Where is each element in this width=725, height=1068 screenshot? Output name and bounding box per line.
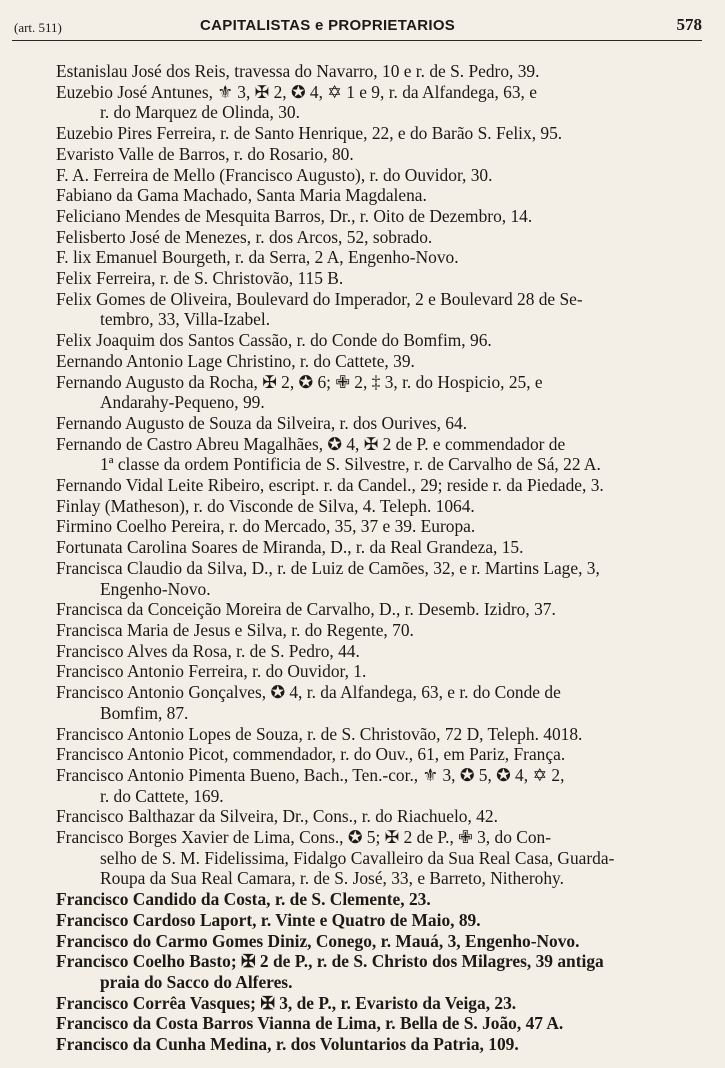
entry-line: Francisco Antonio Lopes de Souza, r. de S. Christovão, 72 D, Teleph. 4018. — [56, 723, 583, 744]
entry-line: Fernando Augusto de Souza da Silveira, r. dos Ourives, 64. — [56, 412, 468, 433]
directory-entry — [56, 827, 706, 889]
entry-line: Fabiano da Gama Machado, Santa Maria Magdalena. — [56, 185, 427, 206]
entry-continuation-line: Bomfim, 87. — [100, 702, 189, 723]
entry-line: Francisca da Conceição Moreira de Carvalho, D., r. Desemb. Izidro, 37. — [56, 599, 556, 620]
directory-entry — [56, 82, 706, 123]
directory-entry — [56, 682, 706, 723]
entry-line: Francisco Antonio Pimenta Bueno, Bach., Ten.-cor., ⚜ 3, ✪ 5, ✪ 4, ✡ 2, — [56, 764, 565, 785]
directory-entry — [56, 165, 706, 186]
directory-entry — [56, 185, 706, 206]
entry-continuation-line: praia do Sacco do Alferes. — [100, 971, 293, 992]
entry-line: Euzebio José Antunes, ⚜ 3, ✠ 2, ✪ 4, ✡ 1 e 9, r. da Alfandega, 63, e — [56, 81, 537, 102]
directory-entry — [56, 289, 706, 330]
entry-line: Francisco da Cunha Medina, r. dos Voluntarios da Patria, 109. — [56, 1034, 519, 1055]
entry-line: Evaristo Valle de Barros, r. do Rosario, 80. — [56, 143, 354, 164]
directory-entry — [56, 330, 706, 351]
directory-entry — [56, 931, 706, 952]
entry-line: Estanislau José dos Reis, travessa do Navarro, 10 e r. de S. Pedro, 39. — [56, 61, 540, 81]
directory-entry — [56, 496, 706, 517]
entry-line: Francisco Cardoso Laport, r. Vinte e Quatro de Maio, 89. — [56, 909, 481, 930]
directory-entry — [56, 951, 706, 992]
entry-line: Fortunata Carolina Soares de Miranda, D., r. da Real Grandeza, 15. — [56, 537, 524, 558]
entry-line: Firmino Coelho Pereira, r. do Mercado, 35, 37 e 39. Europa. — [56, 516, 476, 537]
entry-line: F. lix Emanuel Bourgeth, r. da Serra, 2 A, Engenho-Novo. — [56, 247, 459, 268]
entry-line: Francisco Antonio Ferreira, r. do Ouvidor, 1. — [56, 661, 367, 682]
directory-entry — [56, 744, 706, 765]
directory-entry — [56, 475, 706, 496]
entry-list — [56, 61, 706, 1055]
entry-line: Francisco Balthazar da Silveira, Dr., Cons., r. do Riachuelo, 42. — [56, 806, 498, 827]
entry-continuation-line: Engenho-Novo. — [100, 578, 211, 599]
entry-line: Finlay (Matheson), r. do Visconde de Silva, 4. Teleph. 1064. — [56, 495, 475, 516]
directory-entry — [56, 372, 706, 413]
entry-line: Francisco Antonio Gonçalves, ✪ 4, r. da Alfandega, 63, e r. do Conde de — [56, 682, 561, 703]
directory-entry — [56, 516, 706, 537]
directory-entry — [56, 620, 706, 641]
directory-entry — [56, 765, 706, 806]
entry-continuation-line: tembro, 33, Villa-Izabel. — [100, 309, 271, 330]
directory-entry — [56, 206, 706, 227]
entry-continuation-line: r. do Marquez de Olinda, 30. — [100, 102, 300, 123]
page-header — [12, 14, 702, 41]
directory-entry — [56, 351, 706, 372]
directory-entry — [56, 537, 706, 558]
entry-line: Francisco Candido da Costa, r. de S. Clemente, 23. — [56, 889, 431, 910]
directory-entry — [56, 558, 706, 599]
entry-line: Felix Ferreira, r. de S. Christovão, 115 B. — [56, 268, 344, 289]
directory-entry — [56, 227, 706, 248]
entry-line: Francisca Claudio da Silva, D., r. de Luiz de Camões, 32, e r. Martins Lage, 3, — [56, 557, 600, 578]
entry-continuation-line: Andarahy-Pequeno, 99. — [100, 392, 265, 413]
entry-line: Eernando Antonio Lage Christino, r. do Cattete, 39. — [56, 350, 415, 371]
directory-entry — [56, 61, 706, 82]
entry-line: Fernando de Castro Abreu Magalhães, ✪ 4, ✠ 2 de P. e commendador de — [56, 433, 566, 454]
entry-line: Francisco do Carmo Gomes Diniz, Conego, r. Mauá, 3, Engenho-Novo. — [56, 930, 580, 951]
entry-line: Francisco Antonio Picot, commendador, r. do Ouv., 61, em Pariz, França. — [56, 744, 566, 765]
entry-line: Francisco Corrêa Vasques; ✠ 3, de P., r. Evaristo da Veiga, 23. — [56, 992, 517, 1013]
entry-line: Felix Joaquim dos Santos Cassão, r. do Conde do Bomfim, 96. — [56, 330, 492, 351]
entry-line: F. A. Ferreira de Mello (Francisco Augusto), r. do Ouvidor, 30. — [56, 164, 493, 185]
entry-line: Francisco Borges Xavier de Lima, Cons., ✪ 5; ✠ 2 de P., ✙ 3, do Con- — [56, 827, 552, 848]
entry-line: Francisco da Costa Barros Vianna de Lima, r. Bella de S. João, 47 A. — [56, 1013, 564, 1034]
directory-entry — [56, 806, 706, 827]
page-number: 578 — [676, 15, 702, 34]
entry-line: Fernando Augusto da Rocha, ✠ 2, ✪ 6; ✙ 2, ‡ 3, r. do Hospicio, 25, e — [56, 371, 543, 392]
directory-entry — [56, 123, 706, 144]
entry-line: Francisca Maria de Jesus e Silva, r. do Regente, 70. — [56, 619, 414, 640]
entry-continuation-line: Roupa da Sua Real Camara, r. de S. José, 33, e Barreto, Nitherohy. — [100, 868, 564, 889]
entry-line: Felisberto José de Menezes, r. dos Arcos, 52, sobrado. — [56, 226, 433, 247]
directory-entry — [56, 661, 706, 682]
directory-entry — [56, 1034, 706, 1055]
directory-entry — [56, 413, 706, 434]
directory-entry — [56, 144, 706, 165]
entry-line: Euzebio Pires Ferreira, r. de Santo Henrique, 22, e do Barão S. Felix, 95. — [56, 123, 563, 144]
entry-line: Fernando Vidal Leite Ribeiro, escript. r. da Candel., 29; reside r. da Piedade, 3. — [56, 475, 604, 496]
directory-entry — [56, 910, 706, 931]
article-reference: (art. 511) — [14, 20, 62, 35]
directory-entry — [56, 724, 706, 745]
directory-entry — [56, 434, 706, 475]
entry-line: Felix Gomes de Oliveira, Boulevard do Imperador, 2 e Boulevard 28 de Se- — [56, 288, 583, 309]
entry-line: Francisco Alves da Rosa, r. de S. Pedro, 44. — [56, 640, 360, 661]
section-title: CAPITALISTAS e PROPRIETARIOS — [200, 17, 456, 34]
directory-entry — [56, 641, 706, 662]
directory-entry — [56, 599, 706, 620]
directory-entry — [56, 889, 706, 910]
directory-entry — [56, 268, 706, 289]
directory-entry — [56, 247, 706, 268]
entry-line: Francisco Coelho Basto; ✠ 2 de P., r. de S. Christo dos Milagres, 39 antiga — [56, 951, 604, 972]
entry-line: Feliciano Mendes de Mesquita Barros, Dr., r. Oito de Dezembro, 14. — [56, 205, 533, 226]
directory-entry — [56, 1013, 706, 1034]
entry-continuation-line: 1ª classe da ordem Pontificia de S. Silvestre, r. de Carvalho de Sá, 22 A. — [100, 454, 601, 475]
directory-entry — [56, 993, 706, 1014]
entry-continuation-line: selho de S. M. Fidelissima, Fidalgo Cavalleiro da Sua Real Casa, Guarda- — [100, 847, 615, 868]
entry-continuation-line: r. do Cattete, 169. — [100, 785, 224, 806]
